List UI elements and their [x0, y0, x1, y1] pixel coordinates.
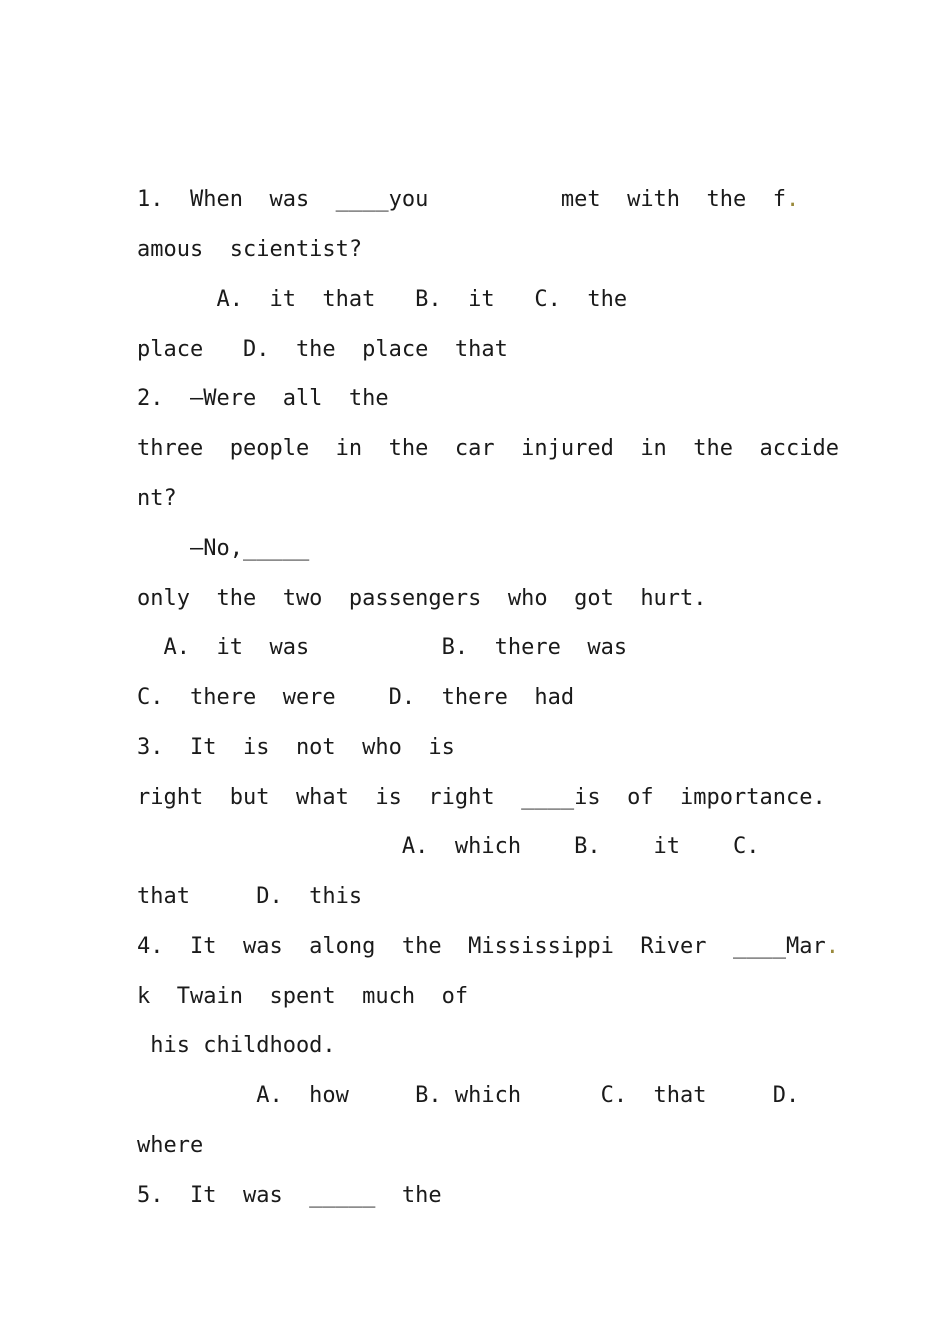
q4-options-2: where	[137, 1133, 204, 1158]
q5-line-1: 5. It was _____ the	[137, 1183, 442, 1208]
q2-line-1: 2. —Were all the	[137, 386, 389, 411]
q2-options-1: A. it was B. there was	[137, 635, 628, 660]
q3-line-1: 3. It is not who is	[137, 735, 455, 760]
q4-line-1: 4. It was along the Mississippi River ____Mar.	[137, 934, 839, 959]
q4-line-3: his childhood.	[137, 1033, 336, 1058]
q4-line-2: k Twain spent much of	[137, 984, 469, 1009]
q2-line-2: three people in the car injured in the accide	[137, 436, 839, 461]
q1-line-2: amous scientist?	[137, 237, 363, 262]
q1-options-1: A. it that B. it C. the	[137, 287, 628, 312]
q2-line-3: nt?	[137, 486, 177, 511]
q2-line-5: only the two passengers who got hurt.	[137, 586, 707, 611]
margin-mark: .	[786, 187, 800, 212]
margin-mark: .	[825, 934, 839, 959]
q1-options-2: place D. the place that	[137, 337, 508, 362]
q1-line-1: 1. When was ____you met with the f.	[137, 187, 800, 212]
q4-options-1: A. how B. which C. that D.	[137, 1083, 800, 1108]
q3-line-2: right but what is right ____is of importance.	[137, 785, 826, 810]
q3-options-2: that D. this	[137, 884, 363, 909]
q2-options-2: C. there were D. there had	[137, 685, 575, 710]
q2-line-4: —No,_____	[137, 536, 310, 561]
q3-options-1: A. which B. it C.	[137, 834, 760, 859]
